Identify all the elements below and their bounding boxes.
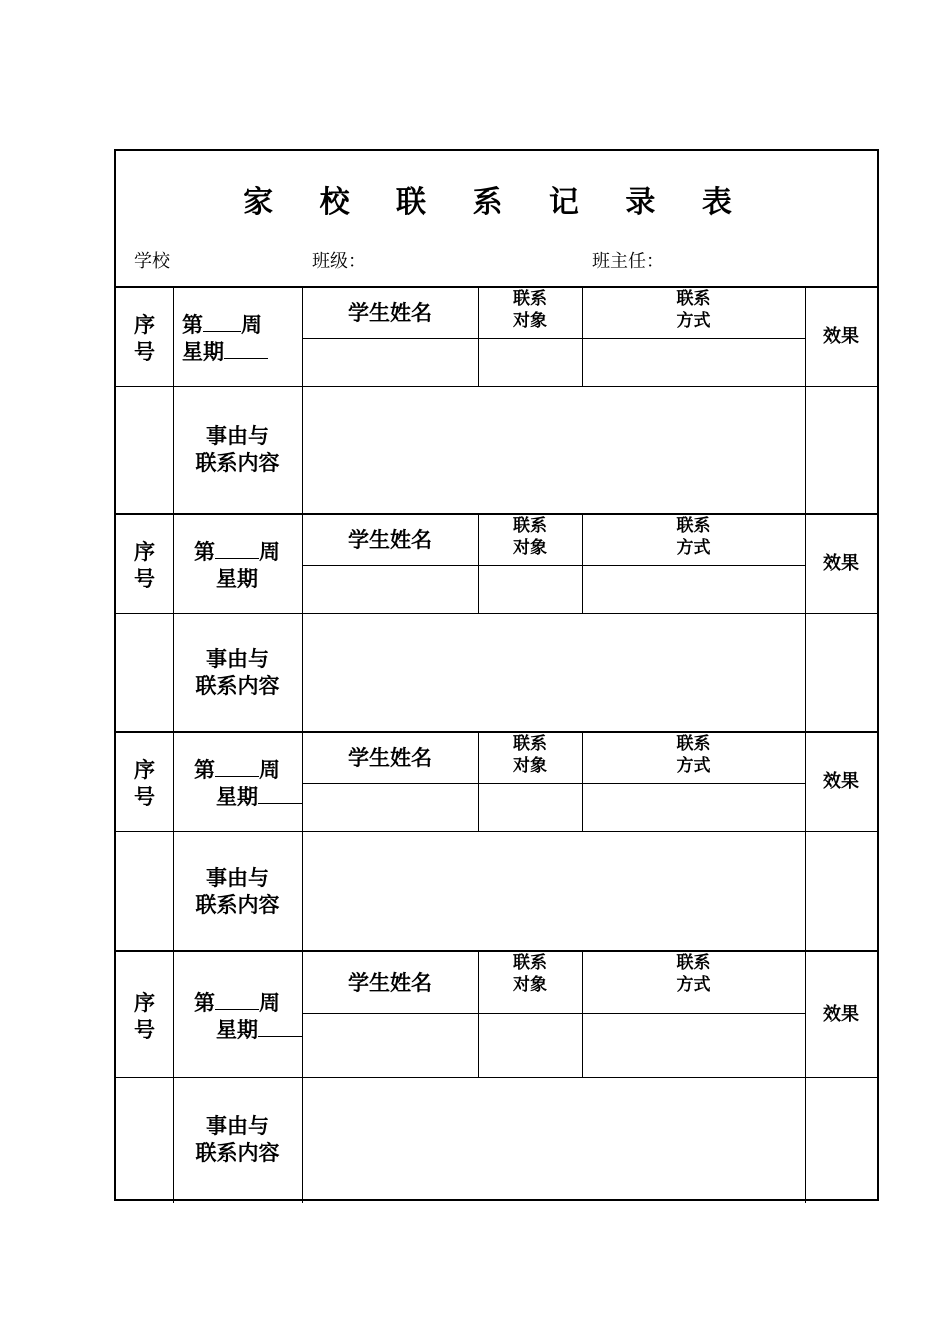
contact-record-form <box>114 149 879 1201</box>
contact-target-label <box>478 952 582 996</box>
effect-input[interactable] <box>805 831 877 952</box>
class-label: 班级： <box>312 251 366 272</box>
reason-line1: 事由与 <box>206 422 269 448</box>
seq-label-top: 序 <box>134 757 155 782</box>
contact-method-line2: 方式 <box>676 311 711 332</box>
weekday-label: 星期 <box>182 339 224 365</box>
record-block <box>116 731 877 950</box>
seq-label-top: 序 <box>134 989 155 1015</box>
reason-line2: 联系内容 <box>195 673 280 699</box>
student-name-label: 学生姓名 <box>348 527 432 552</box>
reason-line2: 联系内容 <box>195 891 280 917</box>
seq-label <box>116 756 173 811</box>
seq-label-bottom: 号 <box>134 784 155 810</box>
contact-target-label <box>478 733 582 777</box>
weekday-label: 星期 <box>216 1016 258 1042</box>
weekday-blank[interactable] <box>224 338 268 359</box>
week-prefix: 第 <box>194 757 215 782</box>
seq-label-bottom: 号 <box>134 566 155 592</box>
reason-content-input[interactable] <box>302 613 805 733</box>
week-blank[interactable] <box>203 311 241 332</box>
reason-label <box>173 645 302 700</box>
contact-method-line1: 联系 <box>676 953 711 973</box>
contact-method-line1: 联系 <box>676 289 711 309</box>
reason-line2: 联系内容 <box>195 1140 280 1166</box>
reason-content-input[interactable] <box>302 1077 805 1203</box>
form-title: 家 校 联 系 记 录 表 <box>243 185 750 220</box>
contact-method-label <box>582 733 805 777</box>
effect-label: 效果 <box>823 553 859 574</box>
reason-line1: 事由与 <box>206 1113 269 1138</box>
contact-method-line2: 方式 <box>676 538 711 559</box>
record-block <box>116 950 877 1201</box>
contact-method-input[interactable] <box>582 565 805 613</box>
student-name-input[interactable] <box>302 338 478 386</box>
contact-target-input[interactable] <box>478 1013 582 1077</box>
contact-method-label <box>582 288 805 332</box>
contact-target-line1: 联系 <box>513 516 547 536</box>
week-suffix: 周 <box>259 757 280 782</box>
reason-content-input[interactable] <box>302 831 805 952</box>
record-block <box>116 288 877 513</box>
seq-label <box>116 989 173 1044</box>
weekday-blank[interactable] <box>216 593 304 614</box>
effect-input[interactable] <box>805 613 877 733</box>
reason-line2: 联系内容 <box>195 449 280 475</box>
contact-target-label <box>478 515 582 559</box>
student-name-input[interactable] <box>302 783 478 831</box>
weekday-label: 星期 <box>216 566 258 592</box>
contact-target-input[interactable] <box>478 565 582 613</box>
week-prefix: 第 <box>182 312 203 337</box>
seq-label-top: 序 <box>134 539 155 564</box>
week-prefix: 第 <box>194 989 215 1015</box>
reason-label <box>173 1112 302 1167</box>
contact-target-input[interactable] <box>478 783 582 831</box>
week-blank[interactable] <box>215 538 259 559</box>
contact-target-line2: 对象 <box>513 538 547 559</box>
head-teacher-label: 班主任： <box>592 251 664 272</box>
contact-target-label <box>478 288 582 332</box>
contact-method-label <box>582 952 805 996</box>
seq-label <box>116 311 173 366</box>
student-name-label: 学生姓名 <box>348 745 432 770</box>
contact-target-line1: 联系 <box>513 289 547 309</box>
contact-target-line2: 对象 <box>513 756 547 777</box>
student-name-label: 学生姓名 <box>348 300 432 325</box>
reason-line1: 事由与 <box>206 864 269 890</box>
week-blank[interactable] <box>215 989 259 1010</box>
weekday-blank[interactable] <box>258 1016 302 1037</box>
week-day-field[interactable] <box>182 311 312 366</box>
effect-label: 效果 <box>823 326 859 347</box>
week-blank[interactable] <box>215 756 259 777</box>
contact-method-line2: 方式 <box>676 975 711 996</box>
contact-target-line2: 对象 <box>513 311 547 332</box>
contact-target-line2: 对象 <box>513 975 547 996</box>
contact-method-line1: 联系 <box>676 516 711 536</box>
record-block <box>116 513 877 731</box>
weekday-label: 星期 <box>216 784 258 810</box>
effect-input[interactable] <box>805 386 877 513</box>
contact-target-line1: 联系 <box>513 734 547 754</box>
reason-label <box>173 422 302 477</box>
seq-label-bottom: 号 <box>134 1016 155 1042</box>
reason-line1: 事由与 <box>206 646 269 671</box>
seq-label <box>116 538 173 593</box>
contact-target-line1: 联系 <box>513 953 547 973</box>
weekday-blank[interactable] <box>258 783 302 804</box>
effect-label: 效果 <box>823 1003 859 1025</box>
student-name-input[interactable] <box>302 1013 478 1077</box>
week-suffix: 周 <box>241 312 262 337</box>
reason-label <box>173 864 302 919</box>
contact-method-label <box>582 515 805 559</box>
contact-target-input[interactable] <box>478 338 582 386</box>
week-prefix: 第 <box>194 539 215 564</box>
effect-label: 效果 <box>823 771 859 792</box>
contact-method-input[interactable] <box>582 783 805 831</box>
school-label: 学校 <box>134 251 170 272</box>
contact-method-line1: 联系 <box>676 734 711 754</box>
seq-label-top: 序 <box>134 312 155 337</box>
contact-method-input[interactable] <box>582 338 805 386</box>
effect-input[interactable] <box>805 1077 877 1203</box>
contact-method-line2: 方式 <box>676 756 711 777</box>
contact-method-input[interactable] <box>582 1013 805 1077</box>
seq-label-bottom: 号 <box>134 339 155 365</box>
student-name-label: 学生姓名 <box>348 969 432 995</box>
week-suffix: 周 <box>259 539 280 564</box>
week-suffix: 周 <box>259 989 280 1015</box>
reason-content-input[interactable] <box>302 386 805 513</box>
student-name-input[interactable] <box>302 565 478 613</box>
form-header <box>116 151 877 288</box>
